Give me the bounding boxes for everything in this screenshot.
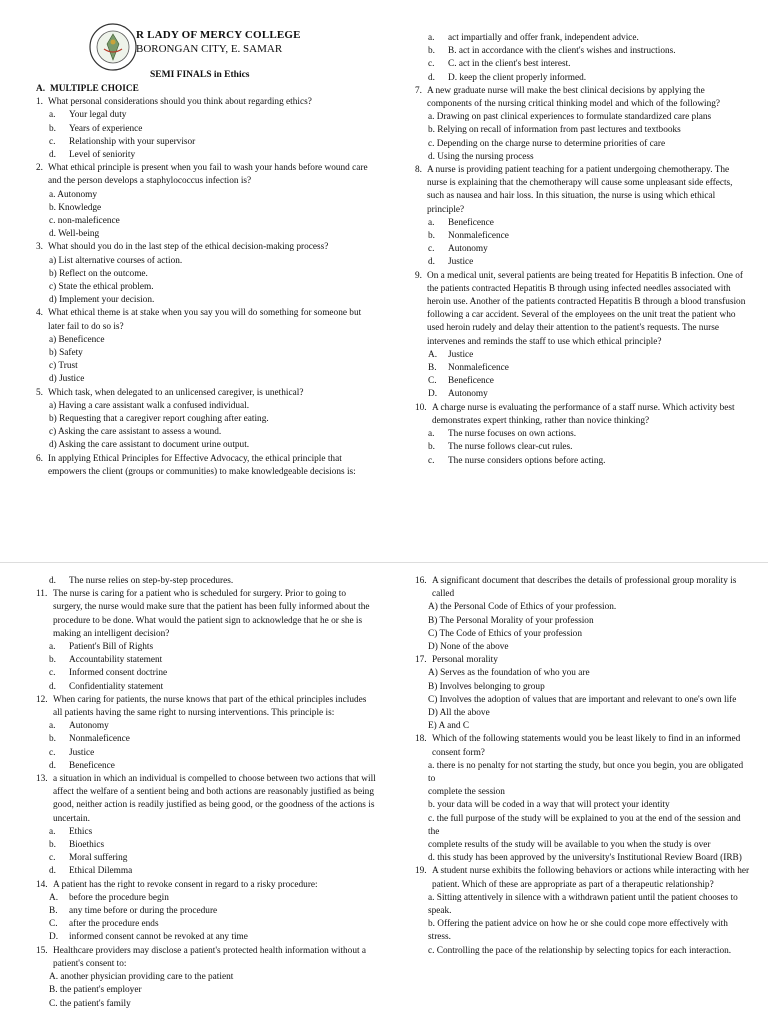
answer-option: a. Drawing on past clinical experiences to formulate standardized care plans [428, 112, 712, 123]
answer-option [415, 243, 750, 256]
question-item [415, 402, 750, 468]
section-heading [36, 83, 376, 96]
answer-option: E) A and C [428, 721, 470, 732]
option-text: any time before or during the procedure [69, 906, 218, 917]
question-text: A patient has the right to revoke consent in regard to a risky procedure: [53, 879, 318, 890]
question-text: A new graduate nurse will make the best clinical decisions by applying the components of the nursing critical thinking model and which of the following? [427, 85, 721, 110]
option-label: d. [428, 257, 435, 268]
question-text: The nurse is caring for a patient who is scheduled for surgery. Prior to going to surgery, the nurse would make sure that the patient has been fully informed about the procedure to be done. What would the patient sign to acknowledge that he or she is making an intelligent decision? [53, 589, 370, 639]
answer-option: d) Asking the care assistant to document urine output. [49, 440, 250, 451]
question-stem [36, 773, 376, 826]
option-text: Ethics [69, 826, 93, 837]
option-label: c. [49, 136, 56, 147]
answer-option: b) Reflect on the outcome. [49, 268, 148, 279]
page1-right-questions [415, 85, 750, 468]
question-stem [36, 241, 376, 254]
option-label: C. [428, 376, 437, 387]
answer-option [415, 230, 750, 243]
option-label: c. [428, 59, 435, 70]
exam-page-2 [0, 562, 768, 1024]
option-label: d. [49, 866, 56, 877]
answer-option [415, 388, 750, 401]
answer-option [36, 852, 376, 865]
question-item [36, 694, 376, 773]
question-item [36, 162, 376, 241]
answer-option: c. Controlling the pace of the relationship by selecting topics for each interaction. [428, 945, 732, 956]
answer-option [36, 654, 376, 667]
option-text: Beneficence [448, 217, 494, 228]
answer-option: c. Depending on the charge nurse to determine priorities of care [428, 138, 666, 149]
question-number: 1. [36, 97, 43, 108]
answer-option: b) Requesting that a caregiver report coughing after eating. [49, 414, 269, 425]
page1-right-column [415, 32, 750, 468]
option-text: Beneficence [448, 376, 494, 387]
option-label: A. [49, 892, 59, 903]
answer-option [415, 428, 750, 441]
question-text: A student nurse exhibits the following behaviors or actions while interacting with her patient. Which of these are appropriate as part of a therapeutic relationship? [432, 866, 750, 890]
question-text: Personal morality [432, 655, 498, 666]
exam-title-strong: SEMI FINALS [150, 70, 212, 80]
question-number: 8. [415, 165, 422, 176]
page2-left-questions [36, 588, 376, 1011]
answer-option [36, 681, 376, 694]
answer-option [415, 362, 750, 375]
option-label: a. [49, 826, 56, 837]
option-text: D. keep the client properly informed. [448, 72, 587, 83]
answer-option [415, 455, 750, 468]
answer-option: b. Relying on recall of information from past lectures and textbooks [428, 125, 681, 136]
question-item [36, 879, 376, 945]
answer-option: complete results of the study will be available to you when the study is over [428, 840, 711, 851]
option-text: The nurse follows clear-cut rules. [448, 442, 573, 453]
option-label: c. [428, 244, 435, 255]
option-label: B. [428, 363, 437, 374]
page2-left-column [36, 575, 376, 1011]
answer-option: d) Justice [49, 374, 85, 385]
option-text: Nonmaleficence [448, 363, 509, 374]
page1-left-column [36, 83, 376, 479]
option-text: Patient's Bill of Rights [69, 642, 154, 653]
question-number: 11. [36, 589, 48, 600]
question-stem [36, 879, 376, 892]
question-item [415, 733, 750, 865]
option-text: Your legal duty [69, 110, 127, 121]
answer-option [415, 441, 750, 454]
option-text: Confidentiality statement [69, 681, 164, 692]
answer-option [36, 123, 376, 136]
question-item [36, 241, 376, 307]
question-number: 2. [36, 163, 43, 174]
answer-option: c) Trust [49, 361, 78, 372]
option-text: Justice [448, 257, 474, 268]
answer-option: A) Serves as the foundation of who you are [428, 668, 590, 679]
option-label: d. [49, 681, 56, 692]
answer-option: d. Using the nursing process [428, 151, 534, 162]
answer-option: b) Safety [49, 348, 83, 359]
option-text: informed consent cannot be revoked at any time [69, 932, 248, 943]
question-number: 5. [36, 387, 43, 398]
option-label: b. [49, 123, 56, 134]
option-label: c. [428, 455, 435, 466]
college-name: R LADY OF MERCY COLLEGE [136, 29, 301, 41]
option-label: a. [428, 429, 435, 440]
answer-option [36, 667, 376, 680]
answer-option: c) State the ethical problem. [49, 282, 154, 293]
answer-option: b. your data will be coded in a way that will protect your identity [428, 800, 670, 811]
answer-option: b. Knowledge [49, 202, 102, 213]
question-item [415, 85, 750, 164]
question-text: What should you do in the last step of the ethical decision-making process? [48, 242, 329, 253]
question-item [36, 307, 376, 386]
question-stem [36, 945, 376, 971]
question-stem [36, 453, 376, 479]
option-text: Nonmaleficence [448, 231, 509, 242]
answer-option: a) List alternative courses of action. [49, 255, 183, 266]
option-text: before the procedure begin [69, 892, 169, 903]
answer-option [36, 136, 376, 149]
question-number: 13. [36, 774, 48, 785]
answer-option [36, 892, 376, 905]
option-text: Informed consent doctrine [69, 668, 168, 679]
answer-option: d. this study has been approved by the university's Institutional Review Board (IRB) [428, 853, 742, 864]
answer-option [415, 45, 750, 58]
section-title: MULTIPLE CHOICE [50, 84, 139, 94]
answer-option: c. the full purpose of the study will be explained to you at the end of the session and the [428, 813, 741, 837]
answer-option [36, 839, 376, 852]
question-stem [36, 307, 376, 333]
question-text: What personal considerations should you think about regarding ethics? [48, 97, 312, 108]
question-item [415, 575, 750, 654]
option-text: Years of experience [69, 123, 143, 134]
option-text: Justice [448, 349, 474, 360]
answer-option [415, 72, 750, 85]
answer-option [415, 32, 750, 45]
question-text: Which task, when delegated to an unlicensed caregiver, is unethical? [48, 387, 304, 398]
question-number: 17. [415, 655, 427, 666]
answer-option: a. there is no penalty for not starting the study, but once you begin, you are obligated to [428, 760, 744, 785]
answer-option: D) None of the above [428, 642, 509, 653]
answer-option: complete the session [428, 787, 505, 798]
option-label: a. [428, 33, 435, 43]
q10-option-d [36, 575, 376, 588]
answer-option: B) The Personal Morality of your profession [428, 615, 594, 626]
question-number: 19. [415, 866, 427, 877]
answer-option [36, 149, 376, 162]
question-item [36, 945, 376, 1011]
option-label: b. [49, 734, 56, 745]
question-text: What ethical principle is present when you fail to wash your hands before wound care and the person develops a staphylococcus infection is? [48, 163, 368, 187]
answer-option: a) Beneficence [49, 334, 105, 345]
option-label: a. [49, 721, 56, 732]
question-stem [415, 733, 750, 759]
option-text: Beneficence [69, 760, 115, 771]
q6-options [415, 32, 750, 85]
question-text: A charge nurse is evaluating the performance of a staff nurse. Which activity best demonstrates expert thinking, rather than novice thinking? [432, 402, 735, 426]
option-text: Accountability statement [69, 655, 163, 666]
option-label: d. [49, 150, 56, 161]
question-number: 4. [36, 308, 43, 319]
answer-option: d) Implement your decision. [49, 295, 155, 306]
option-text: Nonmaleficence [69, 734, 130, 745]
question-number: 9. [415, 270, 422, 281]
college-city: BORONGAN CITY, E. SAMAR [136, 43, 283, 55]
option-label: d. [49, 760, 56, 771]
option-text: C. act in the client's best interest. [448, 59, 571, 70]
question-text: When caring for patients, the nurse knows that part of the ethical principles includes all patients having the same right to nursing interventions. This principle is: [53, 694, 367, 719]
question-text: On a medical unit, several patients are being treated for Hepatitis B infection. One of the patients contracted Hepatitis B through using infected needles associated with heroin use. Another of the patients contracted Hepatitis B through a blood transfusion following a car accident. Several of the employees on the unit treat the patient who used heroin rudely and delay their attention to the patient's requests. The nurse intervenes and reminds the staff to use which ethical principle? [427, 270, 746, 347]
option-label: a. [49, 642, 56, 653]
answer-option: C) Involves the adoption of values that are important and relevant to one's own life [428, 694, 737, 705]
answer-option [415, 349, 750, 362]
question-stem [36, 694, 376, 720]
option-text: The nurse focuses on own actions. [448, 429, 577, 440]
answer-option [415, 217, 750, 230]
question-text: In applying Ethical Principles for Effective Advocacy, the ethical principle that empowers the client (groups or communities) to make knowledgeable decisions is: [48, 453, 356, 477]
question-stem [415, 575, 750, 601]
answer-option [36, 918, 376, 931]
question-item [36, 96, 376, 162]
option-label: D. [428, 389, 438, 400]
question-text: a situation in which an individual is compelled to choose between two actions that will affect the welfare of a sentient being and both actions are reasonably justified as being good, neither action is readily justified as being good, or the goodness of the actions is uncertain. [53, 774, 376, 824]
question-text: What ethical theme is at stake when you say you will do something for someone but later fail to do so is? [48, 308, 362, 332]
question-item [415, 164, 750, 270]
answer-option: A. another physician providing care to the patient [49, 972, 234, 983]
question-number: 6. [36, 453, 43, 464]
answer-option: b. Offering the patient advice on how he or she could cope more effectively with stress. [428, 919, 728, 943]
option-text: Autonomy [448, 389, 488, 400]
question-stem [36, 162, 376, 188]
option-label: c. [49, 747, 56, 758]
answer-option [415, 256, 750, 269]
answer-option: c) Asking the care assistant to assess a wound. [49, 427, 222, 438]
option-text: Autonomy [69, 721, 109, 732]
answer-option: a. Autonomy [49, 189, 98, 200]
question-stem [415, 865, 750, 891]
question-stem [415, 85, 750, 111]
question-text: A nurse is providing patient teaching for a patient undergoing chemotherapy. The nurse is explaining that the chemotherapy will cause some unpleasant side effects, such as nausea and hair loss. In this situation, the nurse is using which ethical principle? [427, 165, 733, 215]
answer-option: B) Involves belonging to group [428, 681, 545, 692]
answer-option: d. Well-being [49, 229, 100, 240]
question-text: A significant document that describes the details of professional group morality is called [432, 576, 737, 600]
option-label: d. [428, 72, 435, 83]
answer-option: D) All the above [428, 708, 490, 719]
question-number: 7. [415, 85, 422, 96]
option-label: d. [49, 576, 56, 586]
answer-option [36, 720, 376, 733]
option-text: Level of seniority [69, 150, 136, 161]
question-item [36, 387, 376, 453]
option-text: Relationship with your supervisor [69, 136, 196, 147]
answer-option [36, 905, 376, 918]
college-seal-icon [88, 22, 138, 72]
question-stem [415, 164, 750, 217]
question-item [36, 588, 376, 694]
answer-option: c. non-maleficence [49, 216, 120, 227]
answer-option: a. Sitting attentively in silence with a withdrawn patient until the patient chooses to speak. [428, 892, 738, 917]
question-stem [415, 654, 750, 667]
option-label: b. [49, 655, 56, 666]
answer-option: C) The Code of Ethics of your profession [428, 628, 582, 639]
question-number: 12. [36, 694, 48, 705]
question-item [415, 270, 750, 402]
question-number: 10. [415, 402, 427, 413]
question-stem [36, 387, 376, 400]
exam-title [150, 69, 250, 82]
option-text: act impartially and offer frank, independent advice. [448, 33, 639, 43]
option-label: a. [428, 217, 435, 228]
option-text: Ethical Dilemma [69, 866, 133, 877]
answer-option [415, 58, 750, 71]
question-item [36, 453, 376, 479]
section-label: A. [36, 84, 46, 94]
answer-option [36, 733, 376, 746]
answer-option [36, 931, 376, 944]
option-label: b. [428, 442, 435, 453]
option-text: The nurse relies on step-by-step procedures. [69, 576, 234, 586]
page2-right-questions [415, 575, 750, 958]
question-stem [36, 588, 376, 641]
page1-left-questions [36, 96, 376, 479]
option-label: D. [49, 932, 59, 943]
question-number: 15. [36, 945, 48, 956]
answer-option [36, 109, 376, 122]
answer-option [36, 747, 376, 760]
question-number: 18. [415, 734, 427, 745]
option-text: Autonomy [448, 244, 488, 255]
answer-option: a) Having a care assistant walk a confused individual. [49, 400, 250, 411]
option-text: Bioethics [69, 840, 105, 851]
option-label: c. [49, 853, 56, 864]
question-stem [36, 96, 376, 109]
question-number: 3. [36, 242, 43, 253]
option-label: a. [49, 110, 56, 121]
option-text: B. act in accordance with the client's wishes and instructions. [448, 46, 676, 57]
option-label: B. [49, 906, 58, 917]
answer-option [415, 375, 750, 388]
option-label: b. [49, 840, 56, 851]
option-text: The nurse considers options before acting. [448, 455, 606, 466]
answer-option [36, 760, 376, 773]
option-text: after the procedure ends [69, 919, 159, 930]
page2-right-column [415, 575, 750, 958]
question-number: 14. [36, 879, 48, 890]
answer-option: A) the Personal Code of Ethics of your profession. [428, 602, 617, 613]
answer-option: C. the patient's family [49, 998, 131, 1009]
question-stem [415, 402, 750, 428]
answer-option [36, 641, 376, 654]
answer-option: B. the patient's employer [49, 985, 142, 996]
question-stem [415, 270, 750, 349]
answer-option [36, 826, 376, 839]
option-label: A. [428, 349, 438, 360]
option-label: c. [49, 668, 56, 679]
question-text: Healthcare providers may disclose a patient's protected health information without a patient's consent to: [53, 945, 367, 969]
question-item [415, 654, 750, 733]
option-label: b. [428, 46, 435, 57]
option-text: Justice [69, 747, 95, 758]
question-item [415, 865, 750, 957]
option-text: Moral suffering [69, 853, 128, 864]
option-label: b. [428, 231, 435, 242]
question-number: 16. [415, 576, 427, 586]
option-label: C. [49, 919, 58, 930]
question-text: Which of the following statements would you be least likely to find in an informed consent form? [432, 734, 741, 758]
answer-option [36, 865, 376, 878]
exam-title-subject: in Ethics [211, 70, 250, 80]
question-item [36, 773, 376, 879]
